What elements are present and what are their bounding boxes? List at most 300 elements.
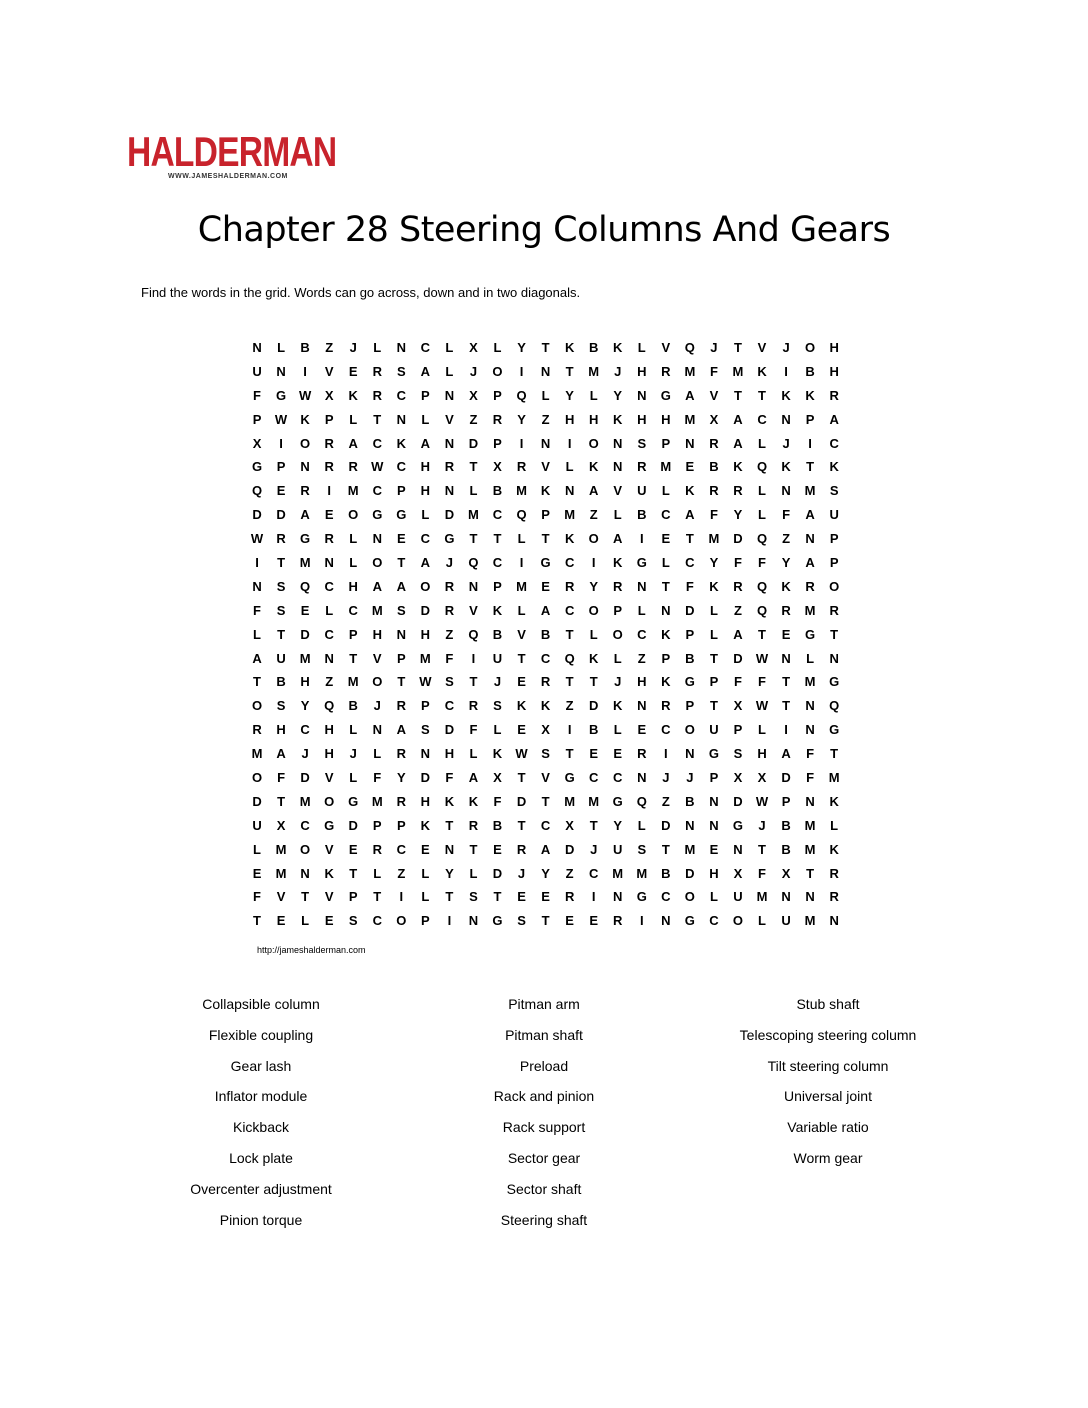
grid-cell: B bbox=[685, 650, 695, 666]
grid-cell: R bbox=[805, 578, 815, 594]
page-title: Chapter 28 Steering Columns And Gears bbox=[197, 210, 891, 250]
grid-cell: Y bbox=[300, 698, 310, 714]
grid-cell: Z bbox=[325, 674, 334, 690]
grid-cell: Z bbox=[637, 650, 646, 666]
grid-cell: H bbox=[588, 411, 599, 427]
grid-cell: X bbox=[733, 865, 743, 881]
grid-cell: I bbox=[808, 435, 812, 451]
grid-cell: L bbox=[349, 722, 358, 738]
instructions: Find the words in the grid. Words can go across, down and in two diagonals. bbox=[141, 285, 581, 300]
grid-cell: E bbox=[276, 483, 286, 499]
grid-cell: S bbox=[276, 602, 286, 618]
grid-cell: J bbox=[469, 363, 478, 379]
grid-cell: T bbox=[541, 531, 550, 547]
grid-cell: B bbox=[300, 340, 310, 355]
grid-cell: L bbox=[637, 817, 646, 833]
grid-cell: A bbox=[348, 435, 358, 451]
grid-cell: V bbox=[709, 387, 719, 403]
grid-cell: S bbox=[829, 483, 839, 499]
grid-cell: A bbox=[588, 483, 599, 499]
grid-cell: R bbox=[324, 435, 334, 451]
grid-cell: D bbox=[468, 435, 479, 451]
word-list-column-1 bbox=[116, 989, 406, 1235]
grid-cell: J bbox=[614, 363, 622, 379]
grid-cell: N bbox=[637, 698, 647, 714]
grid-cell: V bbox=[372, 650, 382, 666]
grid-cell: G bbox=[636, 555, 647, 571]
grid-cell: Q bbox=[756, 459, 768, 475]
grid-cell: I bbox=[639, 913, 644, 929]
grid-cell: J bbox=[662, 770, 670, 786]
grid-cell: R bbox=[324, 531, 334, 547]
grid-cell: P bbox=[421, 913, 430, 929]
grid-cell: T bbox=[661, 841, 670, 857]
grid-cell: M bbox=[564, 793, 576, 809]
grid-cell: C bbox=[829, 435, 839, 451]
grid-cell: O bbox=[324, 793, 335, 809]
grid-cell: C bbox=[540, 650, 551, 666]
grid-cell: R bbox=[276, 531, 286, 547]
grid-cell: M bbox=[588, 793, 600, 809]
grid-cell: E bbox=[348, 841, 358, 857]
grid-cell: D bbox=[733, 793, 743, 809]
grid-cell: A bbox=[252, 650, 262, 666]
grid-cell: L bbox=[493, 340, 502, 355]
grid-cell: T bbox=[541, 793, 550, 809]
grid-cell: N bbox=[709, 817, 719, 833]
grid-cell: C bbox=[324, 626, 334, 642]
grid-cell: E bbox=[589, 913, 599, 929]
grid-cell: Y bbox=[709, 555, 719, 571]
grid-cell: C bbox=[396, 387, 406, 403]
grid-cell: G bbox=[372, 507, 383, 523]
grid-cell: L bbox=[253, 841, 261, 857]
grid-cell: M bbox=[564, 507, 576, 523]
grid-cell: O bbox=[829, 578, 840, 594]
grid-cell: M bbox=[708, 531, 720, 547]
grid-cell: Q bbox=[756, 578, 768, 594]
grid-cell: K bbox=[540, 483, 551, 499]
grid-cell: C bbox=[588, 865, 599, 881]
grid-cell: F bbox=[493, 793, 502, 809]
grid-cell: N bbox=[685, 746, 695, 762]
grid-cell: K bbox=[492, 602, 503, 618]
grid-cell: L bbox=[758, 913, 766, 929]
grid-cell: I bbox=[519, 435, 524, 451]
grid-cell: N bbox=[613, 459, 623, 475]
grid-cell: I bbox=[279, 435, 283, 451]
grid-cell: M bbox=[636, 865, 648, 881]
grid-cell: T bbox=[565, 363, 574, 379]
grid-cell: A bbox=[420, 363, 431, 379]
grid-cell: K bbox=[661, 626, 671, 642]
grid-cell: L bbox=[349, 555, 358, 571]
site-url[interactable]: http://jameshalderman.com bbox=[257, 945, 366, 955]
grid-cell: R bbox=[372, 387, 382, 403]
grid-cell: C bbox=[564, 602, 575, 618]
grid-cell: W bbox=[250, 531, 264, 547]
grid-cell: W bbox=[419, 674, 432, 690]
grid-cell: V bbox=[324, 770, 334, 786]
grid-cell: M bbox=[828, 770, 840, 786]
grid-cell: O bbox=[372, 555, 383, 571]
grid-cell: T bbox=[493, 889, 502, 905]
grid-cell: V bbox=[541, 459, 550, 475]
grid-cell: I bbox=[471, 650, 476, 666]
grid-cell: K bbox=[300, 411, 310, 427]
grid-cell: D bbox=[661, 817, 671, 833]
grid-cell: T bbox=[517, 817, 526, 833]
grid-cell: L bbox=[709, 889, 718, 905]
grid-cell: E bbox=[324, 507, 334, 523]
grid-cell: F bbox=[806, 746, 815, 762]
grid-cell: A bbox=[781, 746, 791, 762]
grid-cell: R bbox=[829, 602, 839, 618]
grid-cell: K bbox=[613, 340, 623, 355]
grid-cell: L bbox=[541, 387, 550, 403]
grid-cell: X bbox=[541, 722, 550, 738]
grid-cell: P bbox=[493, 435, 502, 451]
grid-cell: V bbox=[469, 602, 478, 618]
grid-cell: N bbox=[468, 578, 479, 594]
grid-cell: T bbox=[806, 865, 815, 881]
grid-cell: E bbox=[276, 913, 286, 929]
grid-cell: T bbox=[253, 913, 261, 929]
grid-cell: L bbox=[469, 746, 478, 762]
grid-cell: I bbox=[255, 555, 259, 571]
grid-cell: C bbox=[420, 340, 431, 355]
grid-cell: R bbox=[733, 483, 743, 499]
grid-cell: R bbox=[396, 746, 406, 762]
grid-cell: Z bbox=[565, 698, 574, 714]
grid-cell: E bbox=[661, 531, 671, 547]
grid-cell: R bbox=[300, 483, 310, 499]
halderman-logo bbox=[127, 128, 337, 180]
word-list-column-2 bbox=[399, 989, 689, 1235]
grid-cell: X bbox=[757, 770, 767, 786]
grid-cell: W bbox=[755, 793, 769, 809]
grid-cell: C bbox=[492, 555, 503, 571]
grid-cell: T bbox=[517, 650, 526, 666]
grid-cell: B bbox=[540, 626, 551, 642]
grid-cell: T bbox=[782, 674, 791, 690]
grid-cell: M bbox=[660, 459, 672, 475]
grid-cell: X bbox=[469, 340, 478, 355]
grid-cell: P bbox=[252, 411, 262, 427]
grid-cell: O bbox=[492, 363, 503, 379]
grid-cell: N bbox=[661, 913, 671, 929]
grid-cell: N bbox=[420, 746, 431, 762]
word-list-item: Collapsible column bbox=[202, 996, 320, 1012]
grid-cell: D bbox=[492, 865, 503, 881]
grid-cell: O bbox=[420, 578, 431, 594]
grid-cell: P bbox=[396, 817, 406, 833]
grid-cell: I bbox=[591, 889, 596, 905]
word-list-item: Kickback bbox=[232, 1119, 290, 1136]
word-list-item: Preload bbox=[519, 1057, 569, 1074]
grid-cell: N bbox=[709, 793, 719, 809]
grid-cell: J bbox=[590, 841, 598, 857]
grid-cell: N bbox=[396, 340, 406, 355]
grid-cell: O bbox=[396, 913, 407, 929]
grid-cell: C bbox=[396, 841, 406, 857]
grid-row bbox=[245, 432, 846, 456]
grid-row bbox=[245, 814, 846, 838]
grid-cell: J bbox=[710, 340, 718, 355]
grid-cell: Q bbox=[684, 340, 695, 355]
grid-cell: L bbox=[709, 602, 718, 618]
grid-cell: L bbox=[349, 531, 358, 547]
grid-cell: T bbox=[806, 459, 815, 475]
grid-cell: D bbox=[252, 507, 262, 523]
grid-cell: J bbox=[445, 555, 454, 571]
grid-cell: B bbox=[781, 817, 791, 833]
grid-cell: Z bbox=[325, 340, 334, 355]
grid-cell: X bbox=[276, 817, 286, 833]
grid-cell: H bbox=[637, 411, 647, 427]
grid-cell: Y bbox=[781, 555, 791, 571]
grid-cell: G bbox=[492, 913, 503, 929]
grid-cell: I bbox=[303, 363, 307, 379]
grid-cell: O bbox=[588, 531, 599, 547]
grid-cell: C bbox=[300, 722, 310, 738]
grid-row bbox=[245, 527, 846, 551]
grid-row bbox=[245, 647, 846, 671]
grid-cell: B bbox=[709, 459, 719, 475]
grid-cell: X bbox=[324, 387, 334, 403]
grid-cell: B bbox=[492, 817, 503, 833]
grid-cell: G bbox=[684, 913, 695, 929]
grid-cell: K bbox=[685, 483, 695, 499]
grid-cell: N bbox=[372, 531, 382, 547]
grid-cell: A bbox=[685, 387, 695, 403]
grid-cell: H bbox=[300, 674, 310, 690]
grid-cell: V bbox=[661, 340, 671, 355]
grid-cell: E bbox=[613, 746, 623, 762]
grid-cell: L bbox=[637, 340, 646, 355]
grid-cell: I bbox=[784, 363, 788, 379]
grid-cell: L bbox=[517, 531, 526, 547]
grid-cell: R bbox=[733, 578, 743, 594]
grid-cell: S bbox=[637, 841, 647, 857]
grid-row bbox=[245, 718, 846, 742]
grid-cell: T bbox=[733, 340, 742, 355]
grid-cell: N bbox=[805, 722, 815, 738]
grid-cell: R bbox=[492, 411, 503, 427]
grid-cell: Q bbox=[516, 507, 527, 523]
grid-cell: J bbox=[373, 698, 381, 714]
grid-cell: K bbox=[396, 435, 406, 451]
grid-cell: V bbox=[276, 889, 286, 905]
grid-cell: E bbox=[324, 913, 334, 929]
grid-cell: F bbox=[733, 555, 742, 571]
grid-cell: P bbox=[613, 602, 623, 618]
grid-cell: T bbox=[277, 555, 286, 571]
word-list-item: Universal joint bbox=[784, 1088, 872, 1105]
grid-cell: Q bbox=[636, 793, 647, 809]
grid-cell: Y bbox=[445, 865, 454, 881]
grid-cell: N bbox=[613, 435, 623, 451]
grid-row bbox=[245, 384, 846, 408]
grid-cell: P bbox=[685, 698, 695, 714]
grid-cell: S bbox=[421, 722, 430, 738]
grid-cell: T bbox=[373, 411, 382, 427]
grid-cell: K bbox=[661, 674, 671, 690]
grid-cell: K bbox=[733, 459, 743, 475]
grid-cell: N bbox=[444, 435, 455, 451]
grid-cell: Z bbox=[469, 411, 478, 427]
grid-cell: D bbox=[300, 626, 310, 642]
grid-cell: H bbox=[564, 411, 575, 427]
grid-cell: M bbox=[347, 674, 359, 690]
grid-cell: H bbox=[444, 746, 455, 762]
grid-cell: M bbox=[684, 411, 696, 427]
grid-cell: M bbox=[804, 602, 816, 618]
grid-cell: R bbox=[661, 698, 671, 714]
grid-cell: J bbox=[301, 746, 309, 762]
grid-cell: M bbox=[275, 865, 287, 881]
grid-cell: I bbox=[399, 889, 404, 905]
grid-cell: V bbox=[517, 626, 526, 642]
grid-cell: M bbox=[804, 483, 816, 499]
grid-cell: H bbox=[829, 340, 839, 355]
grid-cell: I bbox=[664, 746, 668, 762]
grid-cell: N bbox=[637, 578, 647, 594]
grid-cell: P bbox=[276, 459, 286, 475]
grid-cell: Y bbox=[613, 817, 623, 833]
grid-cell: Q bbox=[468, 555, 479, 571]
grid-cell: Z bbox=[733, 602, 742, 618]
grid-cell: L bbox=[445, 340, 454, 355]
grid-cell: B bbox=[588, 722, 599, 738]
grid-cell: B bbox=[348, 698, 358, 714]
grid-cell: G bbox=[444, 531, 455, 547]
grid-cell: R bbox=[516, 841, 527, 857]
grid-cell: T bbox=[469, 841, 478, 857]
grid-cell: P bbox=[396, 650, 406, 666]
grid-cell: B bbox=[492, 483, 503, 499]
grid-cell: X bbox=[781, 865, 791, 881]
grid-cell: T bbox=[277, 793, 286, 809]
grid-cell: G bbox=[684, 674, 695, 690]
grid-cell: U bbox=[781, 913, 791, 929]
grid-cell: H bbox=[324, 722, 334, 738]
grid-cell: N bbox=[324, 650, 334, 666]
grid-row bbox=[245, 838, 846, 862]
grid-cell: P bbox=[805, 411, 815, 427]
grid-cell: G bbox=[540, 555, 551, 571]
grid-cell: H bbox=[348, 578, 358, 594]
grid-cell: S bbox=[541, 746, 550, 762]
grid-cell: C bbox=[372, 483, 382, 499]
grid-cell: T bbox=[661, 578, 670, 594]
grid-row bbox=[245, 909, 846, 933]
grid-cell: L bbox=[445, 363, 454, 379]
grid-cell: R bbox=[829, 387, 839, 403]
grid-cell: H bbox=[661, 411, 671, 427]
grid-cell: I bbox=[519, 555, 524, 571]
grid-cell: S bbox=[469, 889, 478, 905]
grid-cell: H bbox=[829, 363, 839, 379]
grid-cell: T bbox=[301, 889, 310, 905]
grid-row bbox=[245, 623, 846, 647]
grid-cell: E bbox=[300, 602, 310, 618]
grid-cell: Y bbox=[733, 507, 743, 523]
grid-cell: D bbox=[733, 531, 743, 547]
grid-cell: K bbox=[829, 841, 839, 857]
grid-row bbox=[245, 766, 846, 790]
grid-cell: G bbox=[732, 817, 744, 833]
grid-cell: S bbox=[637, 435, 647, 451]
grid-cell: J bbox=[517, 865, 526, 881]
grid-cell: R bbox=[564, 578, 575, 594]
grid-cell: T bbox=[589, 817, 598, 833]
grid-cell: C bbox=[613, 770, 623, 786]
grid-cell: T bbox=[733, 387, 742, 403]
grid-cell: C bbox=[757, 411, 767, 427]
grid-cell: N bbox=[661, 602, 671, 618]
grid-cell: O bbox=[300, 841, 311, 857]
grid-cell: Y bbox=[517, 340, 526, 355]
word-list-item: Gear lash bbox=[230, 1057, 292, 1074]
grid-cell: K bbox=[805, 387, 815, 403]
grid-row bbox=[245, 694, 846, 718]
grid-cell: N bbox=[444, 387, 455, 403]
grid-cell: L bbox=[421, 507, 430, 523]
grid-cell: E bbox=[517, 674, 526, 690]
grid-cell: T bbox=[469, 531, 478, 547]
grid-cell: R bbox=[540, 674, 551, 690]
grid-cell: L bbox=[758, 507, 766, 523]
grid-cell: K bbox=[588, 650, 599, 666]
grid-cell: I bbox=[567, 722, 572, 738]
grid-cell: P bbox=[661, 650, 671, 666]
grid-cell: A bbox=[300, 507, 310, 523]
grid-cell: P bbox=[685, 626, 695, 642]
grid-cell: T bbox=[758, 841, 766, 857]
grid-cell: P bbox=[348, 626, 358, 642]
grid-cell: N bbox=[781, 483, 791, 499]
grid-cell: X bbox=[493, 459, 502, 475]
grid-cell: R bbox=[709, 483, 719, 499]
grid-cell: K bbox=[348, 387, 358, 403]
grid-cell: K bbox=[829, 793, 839, 809]
grid-row bbox=[245, 885, 846, 909]
grid-cell: C bbox=[324, 578, 334, 594]
grid-cell: P bbox=[493, 387, 502, 403]
grid-cell: L bbox=[613, 722, 622, 738]
grid-cell: M bbox=[804, 817, 816, 833]
grid-cell: L bbox=[565, 459, 574, 475]
grid-cell: R bbox=[468, 817, 479, 833]
grid-cell: C bbox=[372, 435, 382, 451]
grid-cell: D bbox=[588, 698, 599, 714]
grid-cell: Y bbox=[541, 865, 550, 881]
grid-cell: O bbox=[251, 698, 263, 714]
grid-cell: T bbox=[493, 531, 502, 547]
grid-cell: F bbox=[445, 770, 454, 786]
grid-cell: Z bbox=[589, 507, 598, 523]
grid-cell: K bbox=[781, 459, 791, 475]
grid-cell: G bbox=[636, 889, 647, 905]
grid-cell: B bbox=[637, 507, 647, 523]
grid-cell: T bbox=[541, 340, 550, 355]
grid-cell: E bbox=[517, 722, 526, 738]
grid-cell: U bbox=[733, 889, 743, 905]
grid-cell: V bbox=[541, 770, 550, 786]
grid-cell: T bbox=[517, 770, 526, 786]
grid-cell: E bbox=[348, 363, 358, 379]
